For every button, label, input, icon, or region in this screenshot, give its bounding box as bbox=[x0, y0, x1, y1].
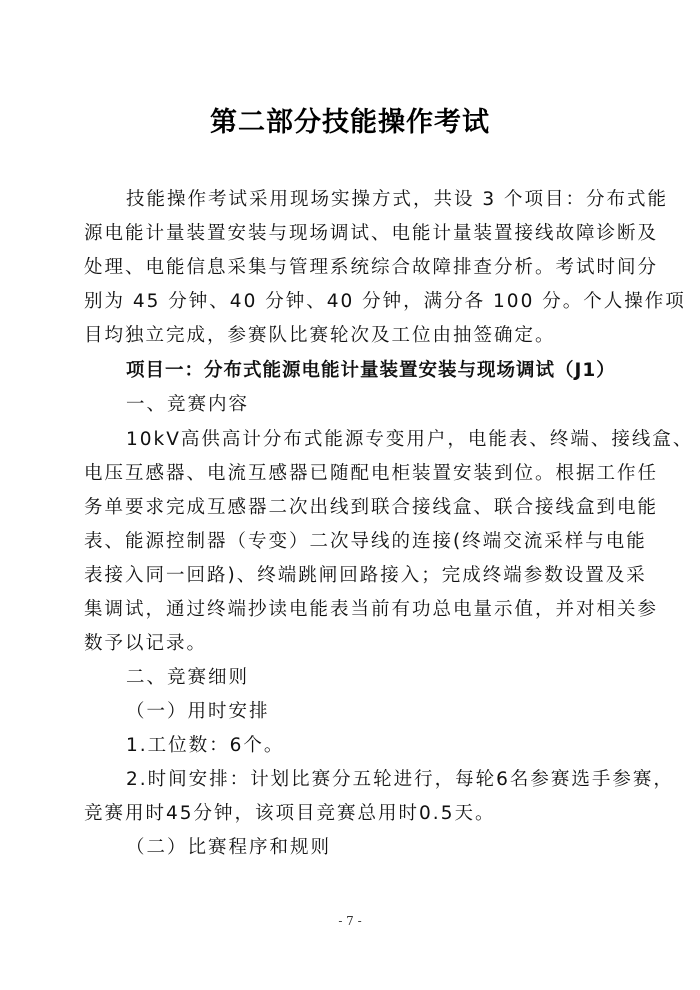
subheading-competition-content: 一、竞赛内容 bbox=[126, 394, 250, 415]
paragraph-line: 表接入同一回路)、终端跳闸回路接入；完成终端参数设置及采 bbox=[84, 565, 647, 586]
paragraph-line: 竞赛用时45分钟，该项目竞赛总用时0.5天。 bbox=[84, 803, 496, 824]
paragraph-line: 集调试，通过终端抄读电能表当前有功总电量示值，并对相关参 bbox=[84, 599, 659, 620]
paragraph-line: 数予以记录。 bbox=[84, 633, 208, 654]
paragraph-line: 技能操作考试采用现场实操方式，共设 3 个项目：分布式能 bbox=[126, 189, 669, 210]
paragraph-line: 表、能源控制器（专变）二次导线的连接(终端交流采样与电能 bbox=[84, 531, 647, 552]
subheading-procedure-rules: （二）比赛程序和规则 bbox=[126, 837, 332, 858]
paragraph-line: 源电能计量装置安装与现场调试、电能计量装置接线故障诊断及 bbox=[84, 223, 659, 244]
paragraph-line: 1.工位数：6个。 bbox=[126, 735, 285, 756]
paragraph-line: 务单要求完成互感器二次出线到联合接线盒、联合接线盒到电能 bbox=[84, 497, 659, 518]
paragraph-line: 电压互感器、电流互感器已随配电柜装置安装到位。根据工作任 bbox=[84, 463, 659, 484]
page-title: 第二部分技能操作考试 bbox=[210, 107, 490, 138]
subheading-competition-rules: 二、竞赛细则 bbox=[126, 667, 250, 688]
paragraph-line: 10kV高供高计分布式能源专变用户，电能表、终端、接线盒、 bbox=[126, 429, 694, 450]
paragraph-line: 别为 45 分钟、40 分钟、40 分钟，满分各 100 分。个人操作项 bbox=[84, 291, 686, 312]
paragraph-line: 处理、电能信息采集与管理系统综合故障排查分析。考试时间分 bbox=[84, 257, 659, 278]
subheading-time-arrangement: （一）用时安排 bbox=[126, 701, 270, 722]
paragraph-line: 2.时间安排：计划比赛分五轮进行，每轮6名参赛选手参赛， bbox=[126, 769, 674, 790]
paragraph-line: 目均独立完成，参赛队比赛轮次及工位由抽签确定。 bbox=[84, 325, 556, 346]
page-number: - 7 - bbox=[338, 914, 362, 928]
section-heading-item-one: 项目一：分布式能源电能计量装置安装与现场调试（J1） bbox=[126, 360, 616, 381]
